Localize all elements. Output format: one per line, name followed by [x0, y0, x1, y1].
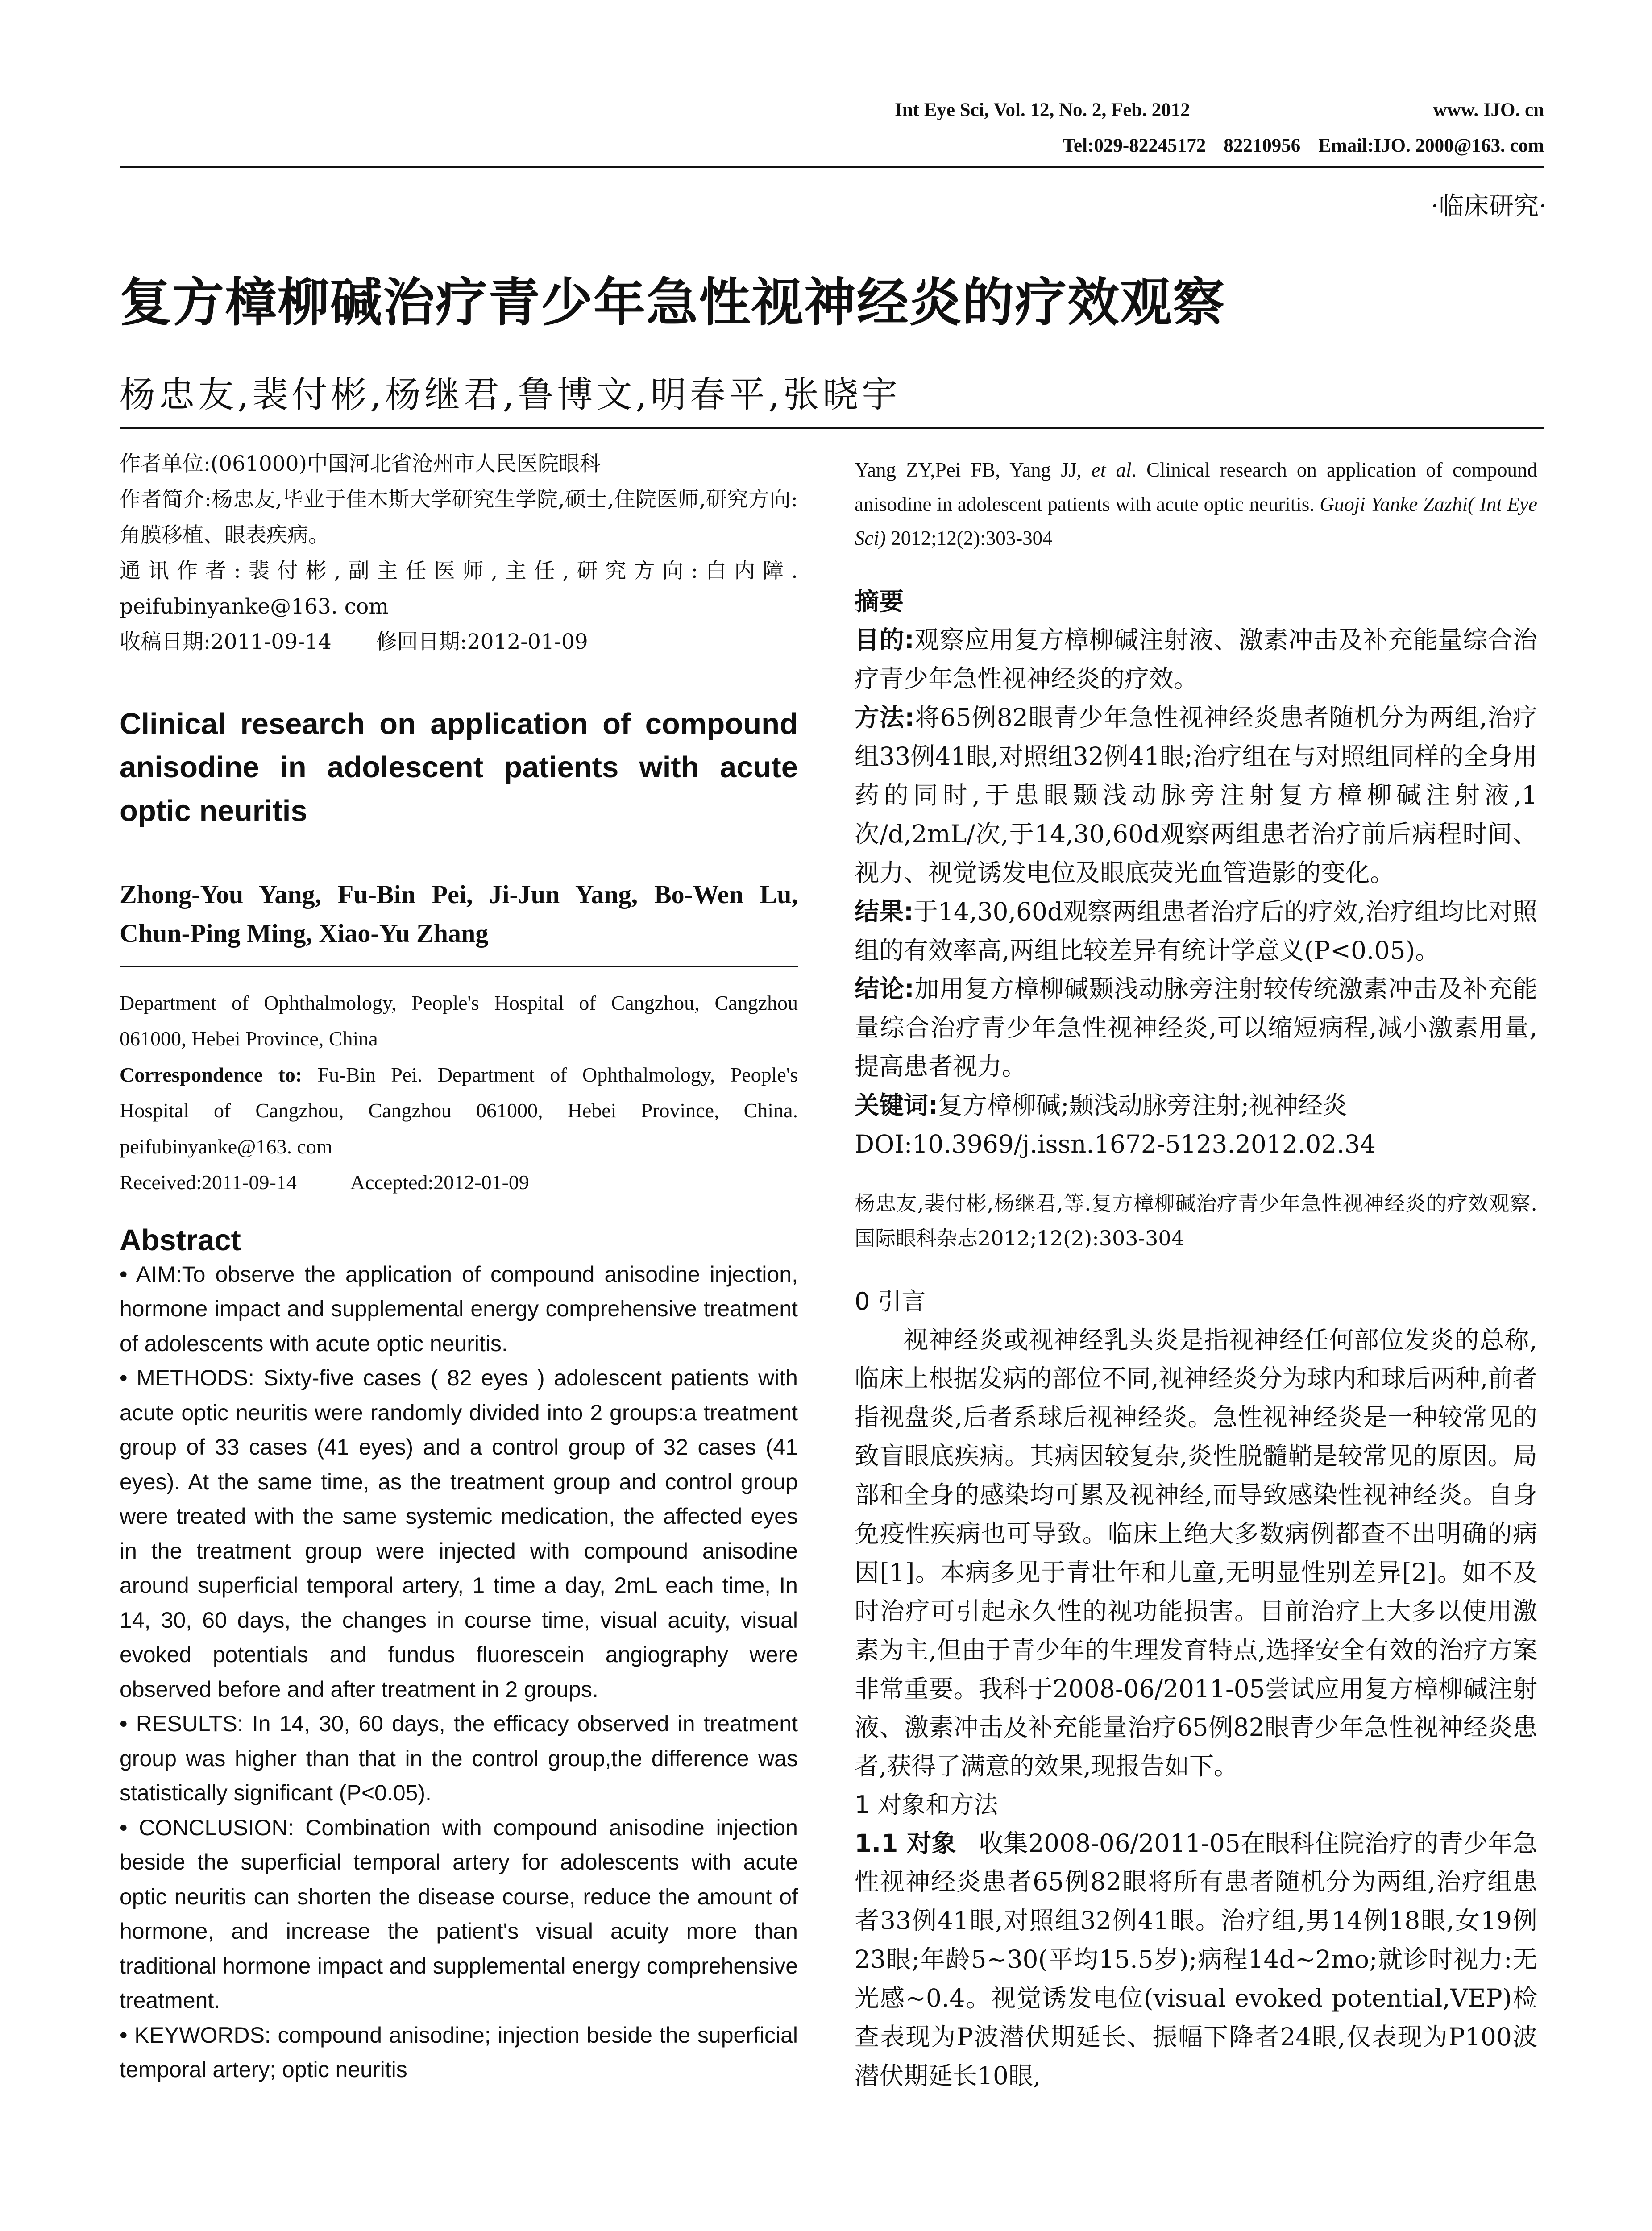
journal-email[interactable]: Email:IJO. 2000@163. com — [1318, 135, 1544, 156]
subsection-1-1-label: 1.1 对象 — [855, 1829, 956, 1858]
authors-cn: 杨忠友,裴付彬,杨继君,鲁博文,明春平,张晓宇 — [120, 374, 901, 415]
citation-en-journal: Guoji Yanke Zazhi( Int Eye Sci) — [855, 493, 1537, 549]
authors-rule — [120, 966, 798, 967]
results-label: 结果: — [855, 897, 914, 926]
conclusion-text: 加用复方樟柳碱颞浅动脉旁注射较传统激素冲击及补充能量综合治疗青少年急性视神经炎,可以缩短病程,减小激素用量,提高患者视力。 — [855, 975, 1537, 1081]
abstract-results: • RESULTS: In 14, 30, 60 days, the efficacy observed in treatment group was higher than that in the control group,the difference was statistically significant (P<0.05). — [120, 1711, 798, 1806]
abstract-keywords: • KEYWORDS: compound anisodine; injection beside the superficial temporal artery; optic neuritis — [120, 2022, 798, 2082]
abstract-conclusion: • CONCLUSION: Combination with compound anisodine injection beside the superficial temporal artery for adolescents with acute optic neuritis can shorten the disease course, reduce the amount of hormone, and increase the patient's visual acuity more than traditional hormone impact and supplemental energy comprehensive treatment. — [120, 1815, 798, 2013]
correspondence-text: Fu-Bin Pei. Department of Ophthalmology, People's Hospital of Cangzhou, Cangzhou 061000, Hebei Province, China. peifubinyanke@163. com — [120, 1063, 798, 1158]
correspondence-label: Correspondence to: — [120, 1063, 303, 1086]
journal-website[interactable]: www. IJO. cn — [1433, 100, 1544, 120]
citation-cn: 杨忠友,裴付彬,杨继君,等.复方樟柳碱治疗青少年急性视神经炎的疗效观察.国际眼科杂志2012;12(2):303-304 — [855, 1191, 1537, 1251]
journal-tel: Tel:029-82245172 — [1063, 135, 1206, 156]
department: Department of Ophthalmology, People's Hospital of Cangzhou, Cangzhou 061000, Hebei Province, China — [120, 991, 798, 1050]
keywords-text: 复方樟柳碱;颞浅动脉旁注射;视神经炎 — [938, 1091, 1348, 1120]
right-column — [855, 453, 1537, 2095]
journal-info: Int Eye Sci, Vol. 12, No. 2, Feb. 2012 — [895, 100, 1190, 120]
corresponding-author: 通讯作者:裴付彬,副主任医师,主任,研究方向:白内障. peifubinyanke@163. com — [120, 558, 798, 619]
title-rule — [120, 427, 1544, 429]
abstract-heading: Abstract — [120, 1223, 241, 1257]
section-tag: ·临床研究· — [1431, 192, 1547, 221]
journal-tel2: 82210956 — [1224, 135, 1301, 156]
dates-cn — [120, 624, 798, 660]
methods-text: 将65例82眼青少年急性视神经炎患者随机分为两组,治疗组33例41眼,对照组32例41眼;治疗组在与对照组同样的全身用药的同时,于患眼颞浅动脉旁注射复方樟柳碱注射液,1次/d,2mL/次,于14,30,60d观察两组患者治疗前后病程时间、视力、视觉诱发电位及眼底荧光血管造影的变化。 — [855, 703, 1537, 887]
aim-label: 目的: — [855, 626, 914, 655]
citation-en — [855, 453, 1537, 556]
dates-en — [120, 1165, 798, 1201]
english-authors: Zhong-You Yang, Fu-Bin Pei, Ji-Jun Yang, Bo-Wen Lu, Chun-Ping Ming, Xiao-Yu Zhang — [120, 879, 798, 948]
english-title: Clinical research on application of compound anisodine in adolescent patients with acute optic neuritis — [120, 707, 798, 828]
doi[interactable]: DOI:10.3969/j.issn.1672-5123.2012.02.34 — [855, 1129, 1376, 1158]
abstract-cn-heading: 摘要 — [855, 587, 904, 616]
author-bio: 作者简介:杨忠友,毕业于佳木斯大学研究生学院,硕士,住院医师,研究方向:角膜移植、眼表疾病。 — [120, 487, 798, 547]
abstract-aim: • AIM:To observe the application of compound anisodine injection, hormone impact and supplemental energy comprehensive treatment of adolescents with acute optic neuritis. — [120, 1261, 798, 1356]
citation-en-volume: 2012;12(2):303-304 — [891, 527, 1053, 549]
keywords-label: 关键词: — [855, 1091, 938, 1120]
subsection-1-1 — [855, 1824, 1537, 2095]
abstract-en — [120, 1257, 798, 2087]
running-header-line1 — [895, 99, 1544, 121]
received-date: 收稿日期:2011-09-14 — [120, 630, 332, 655]
aim-text: 观察应用复方樟柳碱注射液、激素冲击及补充能量综合治疗青少年急性视神经炎的疗效。 — [855, 626, 1537, 693]
citation-en-etal: et al — [1091, 459, 1132, 481]
citation-en-title: . Clinical research on application of compound anisodine in adolescent patients with acute optic neuritis. — [855, 459, 1538, 515]
received-en: Received:2011-09-14 — [120, 1171, 297, 1194]
left-column — [120, 446, 798, 2087]
intro-paragraph: 视神经炎或视神经乳头炎是指视神经任何部位发炎的总称,临床上根据发病的部位不同,视神经炎分为球内和球后两种,前者指视盘炎,后者系球后视神经炎。急性视神经炎是一种较常见的致盲眼底疾病。其病因较复杂,炎性脱髓鞘是较常见的原因。局部和全身的感染均可累及视神经,而导致感染性视神经炎。自身免疫性疾病也可导致。临床上绝大多数病例都查不出明确的病因[1]。本病多见于青壮年和儿童,无明显性别差异[2]。如不及时治疗可引起永久性的视功能损害。目前治疗上大多以使用激素为主,但由于青少年的生理发育特点,选择安全有效的治疗方案非常重要。我科于2008-06/2011-05尝试应用复方樟柳碱注射液、激素冲击及补充能量治疗65例82眼青少年急性视神经炎患者,获得了满意的效果,现报告如下。 — [855, 1325, 1537, 1781]
header-rule — [120, 166, 1544, 168]
revised-date: 修回日期:2012-01-09 — [376, 630, 588, 655]
article-title: 复方樟柳碱治疗青少年急性视神经炎的疗效观察 — [120, 273, 1225, 333]
conclusion-label: 结论: — [855, 975, 914, 1004]
abstract-methods: • METHODS: Sixty-five cases ( 82 eyes ) adolescent patients with acute optic neuritis were randomly divided into 2 groups:a treatment group of 33 cases (41 eyes) and a control group of 32 cases (41 eyes). At the same time, as the treatment group and control group were treated with the same systemic medication, the affected eyes in the treatment group were injected with compound anisodine around superficial temporal artery, 1 time a day, 2mL each time, In 14, 30, 60 days, the changes in course time, visual acuity, visual evoked potentials and fundus fluorescein angiography were observed before and after treatment in 2 groups. — [120, 1365, 798, 1702]
citation-en-authors: Yang ZY,Pei FB, Yang JJ, — [855, 459, 1082, 481]
subsection-1-1-text: 收集2008-06/2011-05在眼科住院治疗的青少年急性视神经炎患者65例82眼将所有患者随机分为两组,治疗组患者33例41眼,对照组32例41眼。治疗组,男14例18眼,女19例23眼;年龄5~30(平均15.5岁);病程14d~2mo;就诊时视力:无光感~0.4。视觉诱发电位(visual evoked potential,VEP)检查表现为P波潜伏期延长、振幅下降者24眼,仅表现为P100波潜伏期延长10眼, — [855, 1829, 1537, 2090]
section1-heading: 1 对象和方法 — [855, 1791, 998, 1819]
affiliation: 作者单位:(061000)中国河北省沧州市人民医院眼科 — [120, 452, 601, 476]
correspondence-en — [120, 1057, 798, 1165]
introduction — [855, 1282, 1537, 2095]
accepted-en: Accepted:2012-01-09 — [350, 1171, 529, 1194]
abstract-cn — [855, 582, 1537, 1164]
methods-label: 方法: — [855, 703, 915, 732]
intro-heading: 0 引言 — [855, 1287, 926, 1316]
running-header-line2 — [890, 135, 1544, 157]
results-text: 于14,30,60d观察两组患者治疗后的疗效,治疗组均比对照组的有效率高,两组比较差异有统计学意义(P<0.05)。 — [855, 897, 1537, 965]
